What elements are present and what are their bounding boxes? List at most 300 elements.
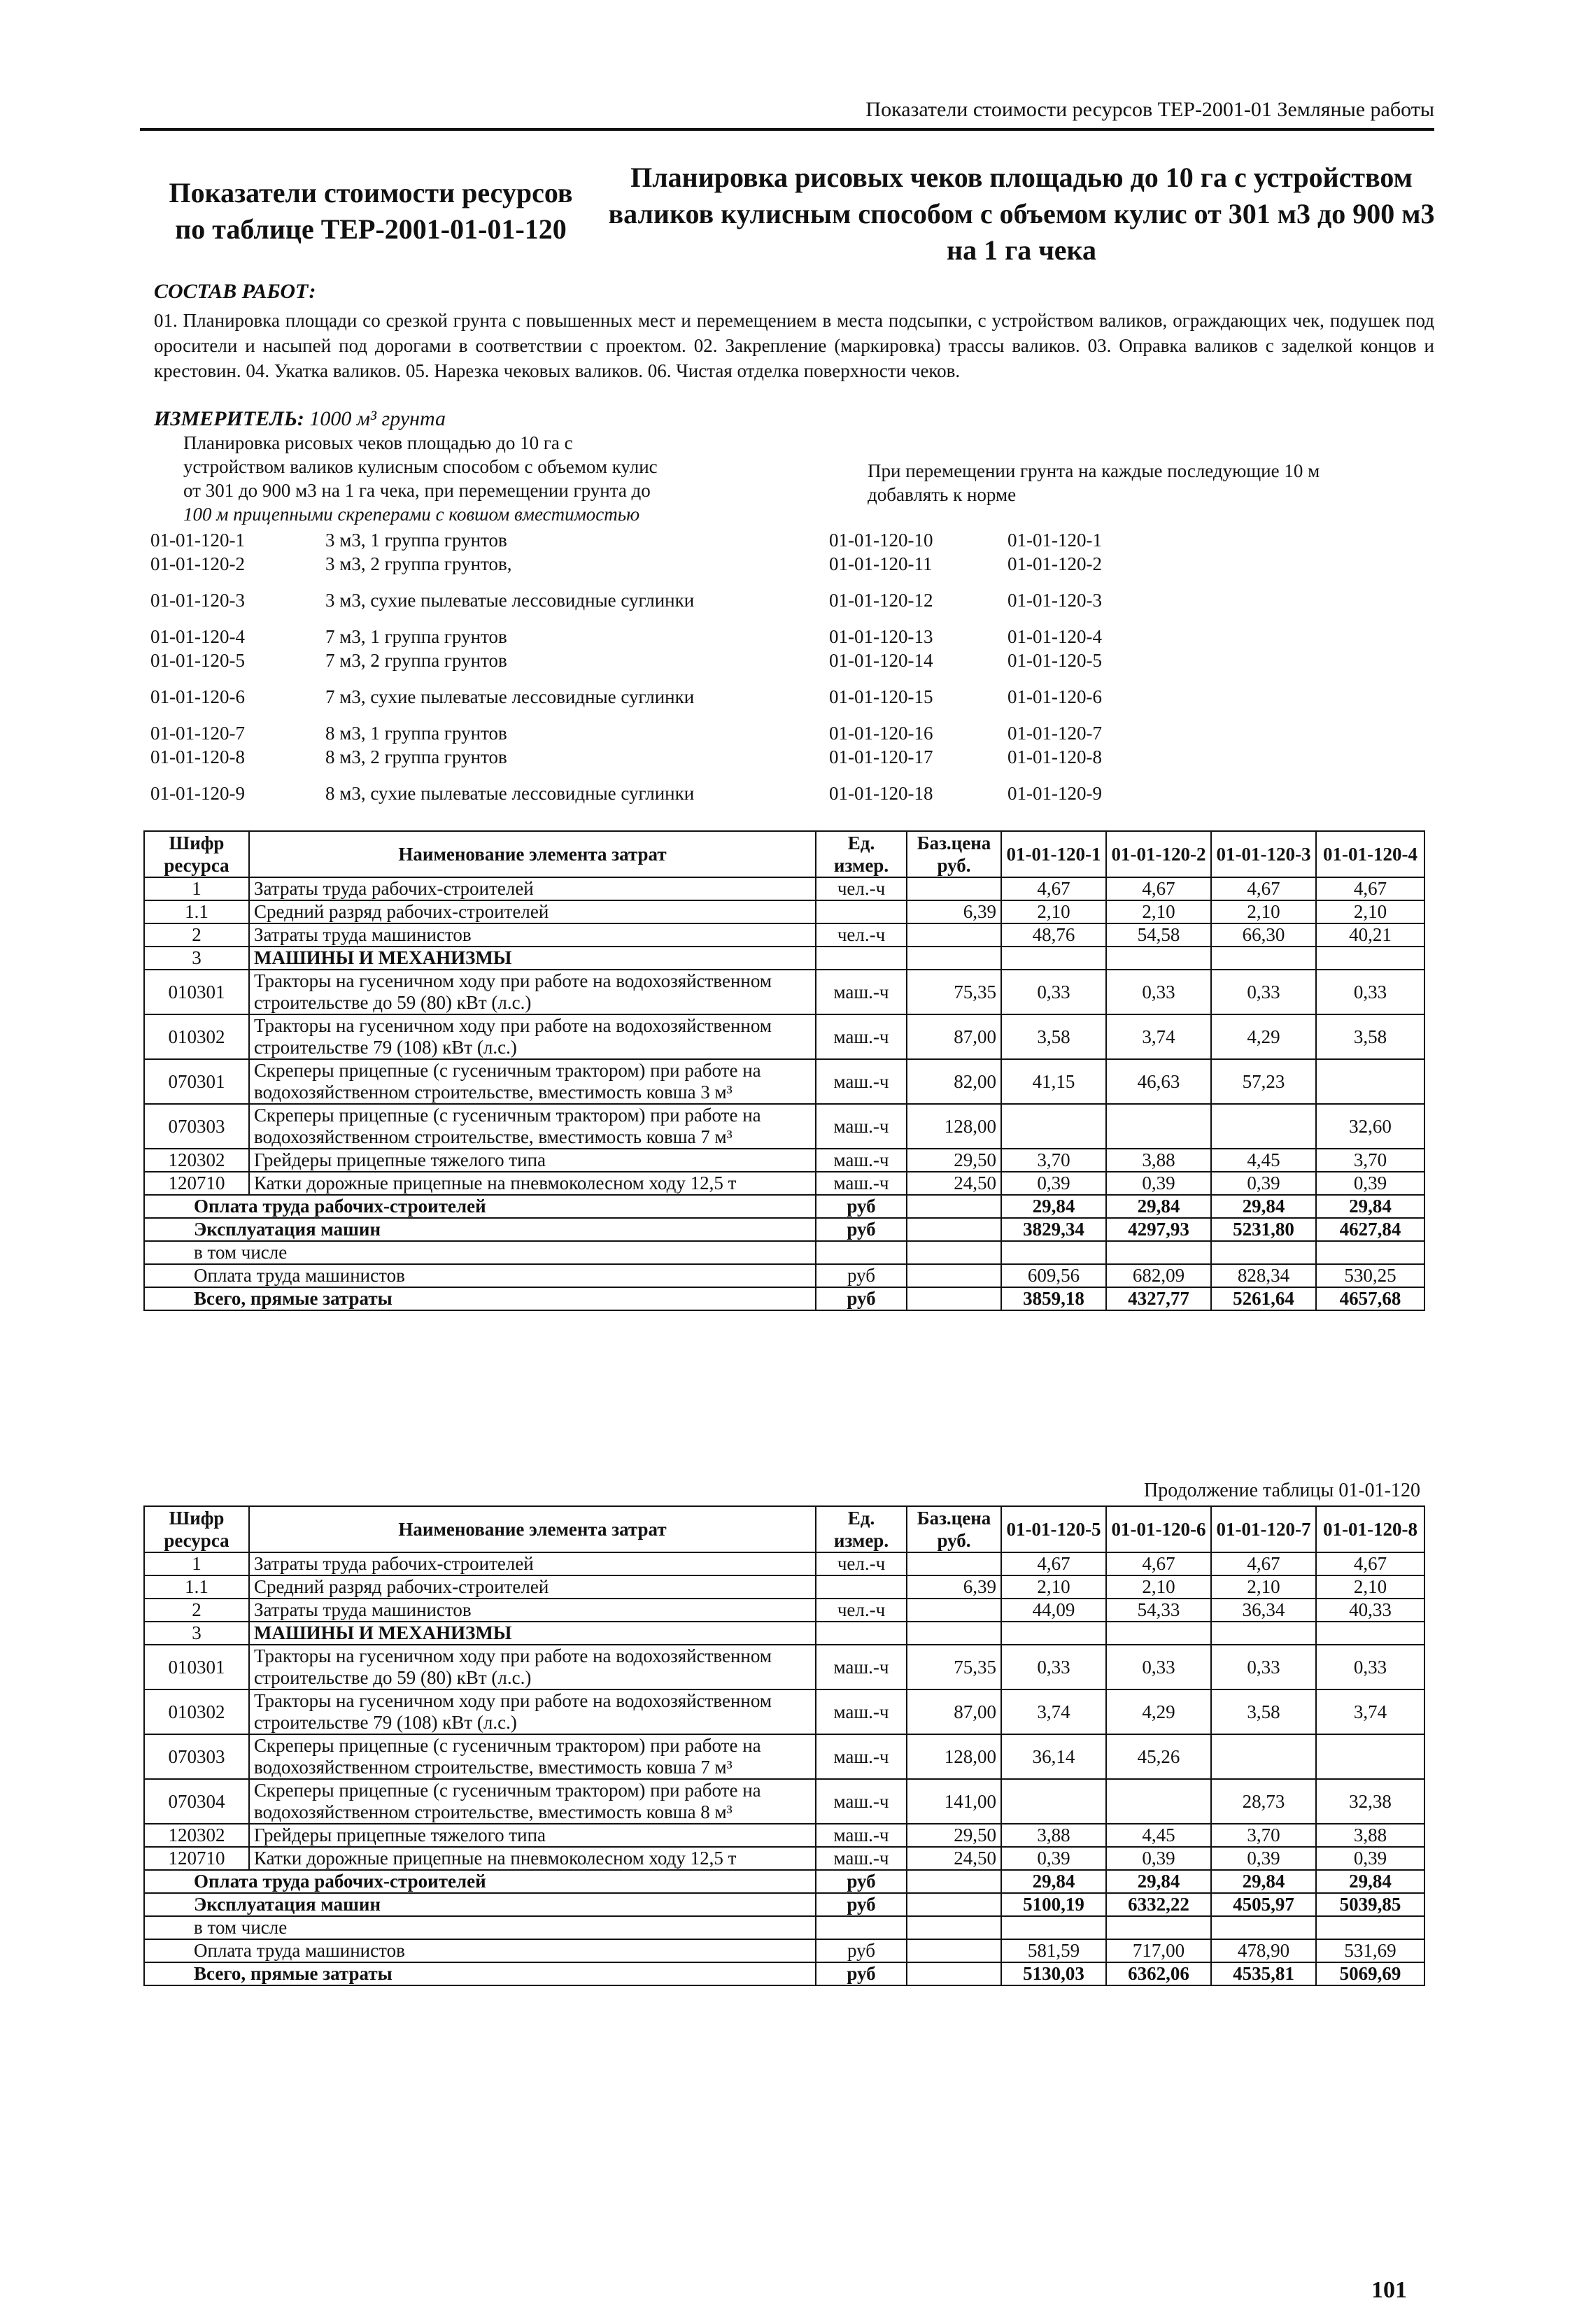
row-value: 66,30 <box>1211 923 1316 947</box>
row-value: 0,33 <box>1001 1645 1106 1689</box>
code-row <box>150 552 1438 576</box>
total-label: Эксплуатация машин <box>144 1218 816 1241</box>
total-row <box>144 1916 1424 1939</box>
row-value: 2,10 <box>1316 1575 1424 1599</box>
row-unit: маш.-ч <box>816 1824 907 1847</box>
table-row <box>144 1779 1424 1824</box>
code-row <box>150 625 1438 649</box>
total-value <box>1106 1241 1211 1264</box>
row-value: 3,58 <box>1316 1014 1424 1059</box>
row-value: 0,39 <box>1211 1847 1316 1870</box>
row-name: Грейдеры прицепные тяжелого типа <box>249 1824 816 1847</box>
row-name: Затраты труда машинистов <box>249 923 816 947</box>
row-value: 54,58 <box>1106 923 1211 947</box>
row-value: 44,09 <box>1001 1599 1106 1622</box>
total-value: 4327,77 <box>1106 1287 1211 1310</box>
left-title <box>140 175 602 248</box>
intro-text <box>183 431 785 526</box>
additional-distance-note <box>868 459 1427 506</box>
code-additional: 01-01-120-15 <box>829 686 933 707</box>
table-row <box>144 1059 1424 1104</box>
total-value <box>1211 1916 1316 1939</box>
code-description: 3 м3, 2 группа грунтов, <box>325 553 512 574</box>
row-value: 3,74 <box>1001 1689 1106 1734</box>
header-rule <box>140 128 1434 131</box>
row-value: 0,33 <box>1316 970 1424 1014</box>
row-name: Скреперы прицепные (с гусеничным трактором) при работе на водохозяйственном строительстве, вместимость ковша 8 м³ <box>249 1779 816 1824</box>
row-unit: маш.-ч <box>816 1645 907 1689</box>
header-col-3: 01-01-120-7 <box>1211 1506 1316 1552</box>
code-base: 01-01-120-6 <box>1007 686 1102 707</box>
row-price: 128,00 <box>907 1734 1001 1779</box>
row-cipher: 2 <box>144 1599 249 1622</box>
row-value: 4,45 <box>1106 1824 1211 1847</box>
main-title <box>602 160 1441 269</box>
composition-text: 01. Планировка площади со срезкой грунта с повышенных мест и перемещением в места подсыпки, с устройством валиков, ограждающих чек, подушек под оросители и насыпей под дорогами в соответствии с проектом. 02. Закрепление (маркировка) трассы валиков. 03. Оправка валиков с заделкой концов и крестовин. 04. Укатка валиков. 05. Нарезка чековых валиков. 06. Чистая отделка поверхности чеков. <box>154 310 1434 381</box>
code-description: 8 м3, 1 группа грунтов <box>325 723 507 744</box>
code-description: 8 м3, 2 группа грунтов <box>325 746 507 767</box>
row-unit: маш.-ч <box>816 1059 907 1104</box>
code-description: 7 м3, 2 группа грунтов <box>325 650 507 671</box>
row-name: Катки дорожные прицепные на пневмоколесном ходу 12,5 т <box>249 1172 816 1195</box>
table-row <box>144 1149 1424 1172</box>
row-value: 0,33 <box>1211 970 1316 1014</box>
table-row <box>144 1104 1424 1149</box>
row-name: Грейдеры прицепные тяжелого типа <box>249 1149 816 1172</box>
row-name: МАШИНЫ И МЕХАНИЗМЫ <box>249 1622 816 1645</box>
row-value <box>1316 1734 1424 1779</box>
code-row <box>150 721 1438 745</box>
row-unit <box>816 947 907 970</box>
row-value: 28,73 <box>1211 1779 1316 1824</box>
row-unit: маш.-ч <box>816 1172 907 1195</box>
code-additional: 01-01-120-14 <box>829 649 933 671</box>
total-value <box>1211 1241 1316 1264</box>
row-value: 4,67 <box>1001 877 1106 900</box>
row-cipher: 120302 <box>144 1824 249 1847</box>
code-base: 01-01-120-9 <box>1007 782 1102 804</box>
code-additional: 01-01-120-10 <box>829 529 933 551</box>
row-value: 57,23 <box>1211 1059 1316 1104</box>
row-value: 0,33 <box>1316 1645 1424 1689</box>
total-value: 29,84 <box>1001 1195 1106 1218</box>
code-base: 01-01-120-2 <box>1007 553 1102 574</box>
row-value: 0,39 <box>1106 1847 1211 1870</box>
row-cipher: 3 <box>144 947 249 970</box>
total-unit: руб <box>816 1195 907 1218</box>
row-value <box>1211 1622 1316 1645</box>
total-price-empty <box>907 1939 1001 1962</box>
row-name: МАШИНЫ И МЕХАНИЗМЫ <box>249 947 816 970</box>
header-name: Наименование элемента затрат <box>249 831 816 877</box>
row-name: Тракторы на гусеничном ходу при работе на водохозяйственном строительстве 79 (108) кВт (л.с.) <box>249 1689 816 1734</box>
total-label: Оплата труда машинистов <box>144 1939 816 1962</box>
code-base: 01-01-120-7 <box>1007 722 1102 744</box>
header-col-1: 01-01-120-1 <box>1001 831 1106 877</box>
total-value: 29,84 <box>1316 1870 1424 1893</box>
total-unit: руб <box>816 1870 907 1893</box>
row-value: 0,33 <box>1106 970 1211 1014</box>
row-value: 2,10 <box>1316 900 1424 923</box>
table-row <box>144 1172 1424 1195</box>
row-cipher: 010302 <box>144 1014 249 1059</box>
row-cipher: 120710 <box>144 1172 249 1195</box>
total-value: 5130,03 <box>1001 1962 1106 1985</box>
total-row <box>144 1218 1424 1241</box>
row-unit: маш.-ч <box>816 1779 907 1824</box>
total-value: 581,59 <box>1001 1939 1106 1962</box>
resource-table-2 <box>143 1505 1425 1986</box>
row-name: Затраты труда рабочих-строителей <box>249 877 816 900</box>
row-value <box>1106 947 1211 970</box>
row-cipher: 010302 <box>144 1689 249 1734</box>
total-row <box>144 1893 1424 1916</box>
total-price-empty <box>907 1218 1001 1241</box>
note-line-2: добавлять к норме <box>868 484 1017 505</box>
row-name: Затраты труда машинистов <box>249 1599 816 1622</box>
total-label: в том числе <box>144 1241 816 1264</box>
table-row <box>144 877 1424 900</box>
total-unit: руб <box>816 1287 907 1310</box>
total-value: 6332,22 <box>1106 1893 1211 1916</box>
total-row <box>144 1195 1424 1218</box>
row-price <box>907 947 1001 970</box>
row-unit <box>816 1622 907 1645</box>
code-base: 01-01-120-4 <box>1007 625 1102 647</box>
row-value: 4,67 <box>1316 1552 1424 1575</box>
row-name: Скреперы прицепные (с гусеничным трактором) при работе на водохозяйственном строительстве, вместимость ковша 7 м³ <box>249 1104 816 1149</box>
code-cipher: 01-01-120-7 <box>150 722 245 744</box>
meter <box>154 407 446 431</box>
header-unit: Ед. измер. <box>816 831 907 877</box>
row-value: 0,33 <box>1001 970 1106 1014</box>
row-unit: чел.-ч <box>816 1599 907 1622</box>
row-value <box>1106 1779 1211 1824</box>
row-value: 48,76 <box>1001 923 1106 947</box>
row-cipher: 070303 <box>144 1104 249 1149</box>
meter-label: ИЗМЕРИТЕЛЬ: <box>154 407 304 430</box>
row-price: 29,50 <box>907 1824 1001 1847</box>
row-price: 75,35 <box>907 1645 1001 1689</box>
row-cipher: 010301 <box>144 970 249 1014</box>
table-row <box>144 1575 1424 1599</box>
row-value: 0,39 <box>1316 1847 1424 1870</box>
total-value: 4297,93 <box>1106 1218 1211 1241</box>
total-value: 5069,69 <box>1316 1962 1424 1985</box>
left-title-line-1: Показатели стоимости ресурсов <box>169 177 573 208</box>
total-row <box>144 1287 1424 1310</box>
intro-line-4: 100 м прицепными скреперами с ковшом вместимостью <box>183 504 640 525</box>
row-name: Скреперы прицепные (с гусеничным трактором) при работе на водохозяйственном строительстве, вместимость ковша 3 м³ <box>249 1059 816 1104</box>
total-value: 4627,84 <box>1316 1218 1424 1241</box>
total-value: 531,69 <box>1316 1939 1424 1962</box>
meter-value: 1000 м³ грунта <box>309 407 446 430</box>
total-price-empty <box>907 1916 1001 1939</box>
row-value: 2,10 <box>1001 1575 1106 1599</box>
row-cipher: 120302 <box>144 1149 249 1172</box>
code-description: 3 м3, 1 группа грунтов <box>325 530 507 551</box>
row-price: 87,00 <box>907 1014 1001 1059</box>
row-value <box>1211 1734 1316 1779</box>
total-value <box>1001 1241 1106 1264</box>
code-base: 01-01-120-3 <box>1007 589 1102 611</box>
row-name: Тракторы на гусеничном ходу при работе на водохозяйственном строительстве до 59 (80) кВт (л.с.) <box>249 1645 816 1689</box>
row-unit <box>816 900 907 923</box>
row-unit: маш.-ч <box>816 1104 907 1149</box>
row-value <box>1001 1104 1106 1149</box>
row-cipher: 3 <box>144 1622 249 1645</box>
code-row <box>150 672 1438 721</box>
row-price: 82,00 <box>907 1059 1001 1104</box>
total-value: 29,84 <box>1001 1870 1106 1893</box>
row-value: 4,67 <box>1106 877 1211 900</box>
code-row <box>150 528 1438 552</box>
row-value: 0,39 <box>1106 1172 1211 1195</box>
row-value: 36,14 <box>1001 1734 1106 1779</box>
total-label: Эксплуатация машин <box>144 1893 816 1916</box>
header-unit: Ед. измер. <box>816 1506 907 1552</box>
code-cipher: 01-01-120-8 <box>150 746 245 767</box>
row-name: Тракторы на гусеничном ходу при работе на водохозяйственном строительстве 79 (108) кВт (л.с.) <box>249 1014 816 1059</box>
code-additional: 01-01-120-17 <box>829 746 933 767</box>
row-value: 3,88 <box>1001 1824 1106 1847</box>
code-cipher: 01-01-120-9 <box>150 782 245 804</box>
row-value <box>1211 1104 1316 1149</box>
table-row <box>144 947 1424 970</box>
table-row <box>144 923 1424 947</box>
row-value: 0,33 <box>1106 1645 1211 1689</box>
total-value: 29,84 <box>1211 1195 1316 1218</box>
header-col-1: 01-01-120-5 <box>1001 1506 1106 1552</box>
row-price <box>907 1622 1001 1645</box>
row-unit <box>816 1575 907 1599</box>
row-name: Тракторы на гусеничном ходу при работе на водохозяйственном строительстве до 59 (80) кВт (л.с.) <box>249 970 816 1014</box>
row-value: 4,67 <box>1001 1552 1106 1575</box>
code-base: 01-01-120-1 <box>1007 529 1102 551</box>
header-cipher: Шифр ресурса <box>144 1506 249 1552</box>
header-name: Наименование элемента затрат <box>249 1506 816 1552</box>
total-value: 5039,85 <box>1316 1893 1424 1916</box>
total-unit: руб <box>816 1962 907 1985</box>
row-value: 4,67 <box>1211 877 1316 900</box>
code-cipher: 01-01-120-6 <box>150 686 245 707</box>
total-label: Оплата труда рабочих-строителей <box>144 1195 816 1218</box>
header-cipher: Шифр ресурса <box>144 831 249 877</box>
row-value: 3,70 <box>1316 1149 1424 1172</box>
total-value: 478,90 <box>1211 1939 1316 1962</box>
code-cipher: 01-01-120-2 <box>150 553 245 574</box>
row-price <box>907 1599 1001 1622</box>
intro-line-2: устройством валиков кулисным способом с объемом кулис <box>183 456 658 477</box>
row-value: 0,39 <box>1211 1172 1316 1195</box>
total-value: 5261,64 <box>1211 1287 1316 1310</box>
total-price-empty <box>907 1962 1001 1985</box>
total-value: 609,56 <box>1001 1264 1106 1287</box>
total-value: 29,84 <box>1211 1870 1316 1893</box>
total-row <box>144 1962 1424 1985</box>
row-price: 6,39 <box>907 1575 1001 1599</box>
row-cipher: 1 <box>144 877 249 900</box>
table-row <box>144 1645 1424 1689</box>
code-list <box>150 528 1438 818</box>
row-value: 3,70 <box>1211 1824 1316 1847</box>
row-value <box>1001 1622 1106 1645</box>
row-value: 41,15 <box>1001 1059 1106 1104</box>
table-row <box>144 1599 1424 1622</box>
code-additional: 01-01-120-11 <box>829 553 933 574</box>
row-unit: маш.-ч <box>816 1014 907 1059</box>
row-value: 54,33 <box>1106 1599 1211 1622</box>
total-value: 5231,80 <box>1211 1218 1316 1241</box>
table-row <box>144 1847 1424 1870</box>
code-additional: 01-01-120-16 <box>829 722 933 744</box>
row-value: 46,63 <box>1106 1059 1211 1104</box>
left-title-line-2: по таблице ТЕР-2001-01-01-120 <box>175 213 567 245</box>
row-cipher: 010301 <box>144 1645 249 1689</box>
row-value: 3,88 <box>1316 1824 1424 1847</box>
code-cipher: 01-01-120-5 <box>150 649 245 671</box>
header-col-2: 01-01-120-6 <box>1106 1506 1211 1552</box>
code-base: 01-01-120-8 <box>1007 746 1102 767</box>
row-price: 6,39 <box>907 900 1001 923</box>
total-unit: руб <box>816 1218 907 1241</box>
intro-line-1: Планировка рисовых чеков площадью до 10 га с <box>183 432 573 453</box>
row-value <box>1106 1622 1211 1645</box>
row-value: 2,10 <box>1106 1575 1211 1599</box>
total-value: 29,84 <box>1106 1195 1211 1218</box>
row-unit: маш.-ч <box>816 1689 907 1734</box>
table-row <box>144 970 1424 1014</box>
code-cipher: 01-01-120-3 <box>150 589 245 611</box>
table-row <box>144 1552 1424 1575</box>
total-value: 5100,19 <box>1001 1893 1106 1916</box>
row-price: 128,00 <box>907 1104 1001 1149</box>
page-number: 101 <box>1371 2277 1407 2303</box>
total-value: 3829,34 <box>1001 1218 1106 1241</box>
row-cipher: 120710 <box>144 1847 249 1870</box>
total-label: Оплата труда машинистов <box>144 1264 816 1287</box>
row-value: 36,34 <box>1211 1599 1316 1622</box>
row-unit: маш.-ч <box>816 1734 907 1779</box>
table-row <box>144 1689 1424 1734</box>
total-price-empty <box>907 1195 1001 1218</box>
row-price: 87,00 <box>907 1689 1001 1734</box>
row-value: 2,10 <box>1106 900 1211 923</box>
total-value: 3859,18 <box>1001 1287 1106 1310</box>
code-description: 7 м3, 1 группа грунтов <box>325 626 507 647</box>
code-additional: 01-01-120-12 <box>829 589 933 611</box>
table-row <box>144 1824 1424 1847</box>
row-value: 3,88 <box>1106 1149 1211 1172</box>
row-value: 3,74 <box>1316 1689 1424 1734</box>
table-row <box>144 1622 1424 1645</box>
code-cipher: 01-01-120-4 <box>150 625 245 647</box>
row-value: 2,10 <box>1001 900 1106 923</box>
total-value <box>1001 1916 1106 1939</box>
row-value: 4,67 <box>1316 877 1424 900</box>
row-value: 0,39 <box>1001 1847 1106 1870</box>
table-header-row <box>144 1506 1424 1552</box>
total-value: 828,34 <box>1211 1264 1316 1287</box>
table-header-row <box>144 831 1424 877</box>
row-name: Затраты труда рабочих-строителей <box>249 1552 816 1575</box>
table-row <box>144 900 1424 923</box>
row-cipher: 1 <box>144 1552 249 1575</box>
row-value <box>1001 1779 1106 1824</box>
row-value: 32,60 <box>1316 1104 1424 1149</box>
total-unit: руб <box>816 1893 907 1916</box>
code-row <box>150 576 1438 625</box>
row-value <box>1316 1059 1424 1104</box>
row-value: 3,58 <box>1211 1689 1316 1734</box>
row-value: 45,26 <box>1106 1734 1211 1779</box>
total-unit <box>816 1241 907 1264</box>
row-price: 29,50 <box>907 1149 1001 1172</box>
code-row <box>150 745 1438 769</box>
row-price <box>907 1552 1001 1575</box>
total-unit: руб <box>816 1939 907 1962</box>
row-value <box>1106 1104 1211 1149</box>
running-header: Показатели стоимости ресурсов ТЕР-2001-01 Земляные работы <box>865 98 1434 121</box>
main-title-line-3: на 1 га чека <box>947 234 1096 266</box>
total-value: 29,84 <box>1316 1195 1424 1218</box>
total-row <box>144 1241 1424 1264</box>
intro-line-3: от 301 до 900 м3 на 1 га чека, при перемещении грунта до <box>183 480 651 501</box>
row-name: Катки дорожные прицепные на пневмоколесном ходу 12,5 т <box>249 1847 816 1870</box>
continuation-caption: Продолжение таблицы 01-01-120 <box>1143 1480 1420 1501</box>
row-cipher: 2 <box>144 923 249 947</box>
row-price: 24,50 <box>907 1847 1001 1870</box>
total-value: 29,84 <box>1106 1870 1211 1893</box>
row-value: 0,39 <box>1001 1172 1106 1195</box>
code-additional: 01-01-120-18 <box>829 782 933 804</box>
row-value: 4,45 <box>1211 1149 1316 1172</box>
total-value <box>1316 1916 1424 1939</box>
row-unit: чел.-ч <box>816 877 907 900</box>
total-value: 717,00 <box>1106 1939 1211 1962</box>
row-unit: маш.-ч <box>816 1149 907 1172</box>
row-name: Скреперы прицепные (с гусеничным трактором) при работе на водохозяйственном строительстве, вместимость ковша 7 м³ <box>249 1734 816 1779</box>
row-cipher: 1.1 <box>144 1575 249 1599</box>
row-price: 75,35 <box>907 970 1001 1014</box>
header-price: Баз.цена руб. <box>907 1506 1001 1552</box>
total-value <box>1106 1916 1211 1939</box>
total-row <box>144 1264 1424 1287</box>
total-row <box>144 1939 1424 1962</box>
row-value: 4,67 <box>1211 1552 1316 1575</box>
main-title-line-2: валиков кулисным способом с объемом кулис от 301 м3 до 900 м3 <box>608 198 1435 229</box>
row-value: 4,29 <box>1211 1014 1316 1059</box>
row-value <box>1316 1622 1424 1645</box>
header-price: Баз.цена руб. <box>907 831 1001 877</box>
row-unit: чел.-ч <box>816 923 907 947</box>
row-value: 3,58 <box>1001 1014 1106 1059</box>
total-price-empty <box>907 1870 1001 1893</box>
row-value: 2,10 <box>1211 900 1316 923</box>
total-value: 530,25 <box>1316 1264 1424 1287</box>
row-value: 0,39 <box>1316 1172 1424 1195</box>
row-price <box>907 923 1001 947</box>
row-cipher: 070301 <box>144 1059 249 1104</box>
total-price-empty <box>907 1287 1001 1310</box>
row-unit: чел.-ч <box>816 1552 907 1575</box>
note-line-1: При перемещении грунта на каждые последующие 10 м <box>868 460 1320 481</box>
row-value: 4,67 <box>1106 1552 1211 1575</box>
row-price <box>907 877 1001 900</box>
code-description: 7 м3, сухие пылеватые лессовидные суглинки <box>325 686 695 707</box>
table-row <box>144 1014 1424 1059</box>
row-value: 40,33 <box>1316 1599 1424 1622</box>
